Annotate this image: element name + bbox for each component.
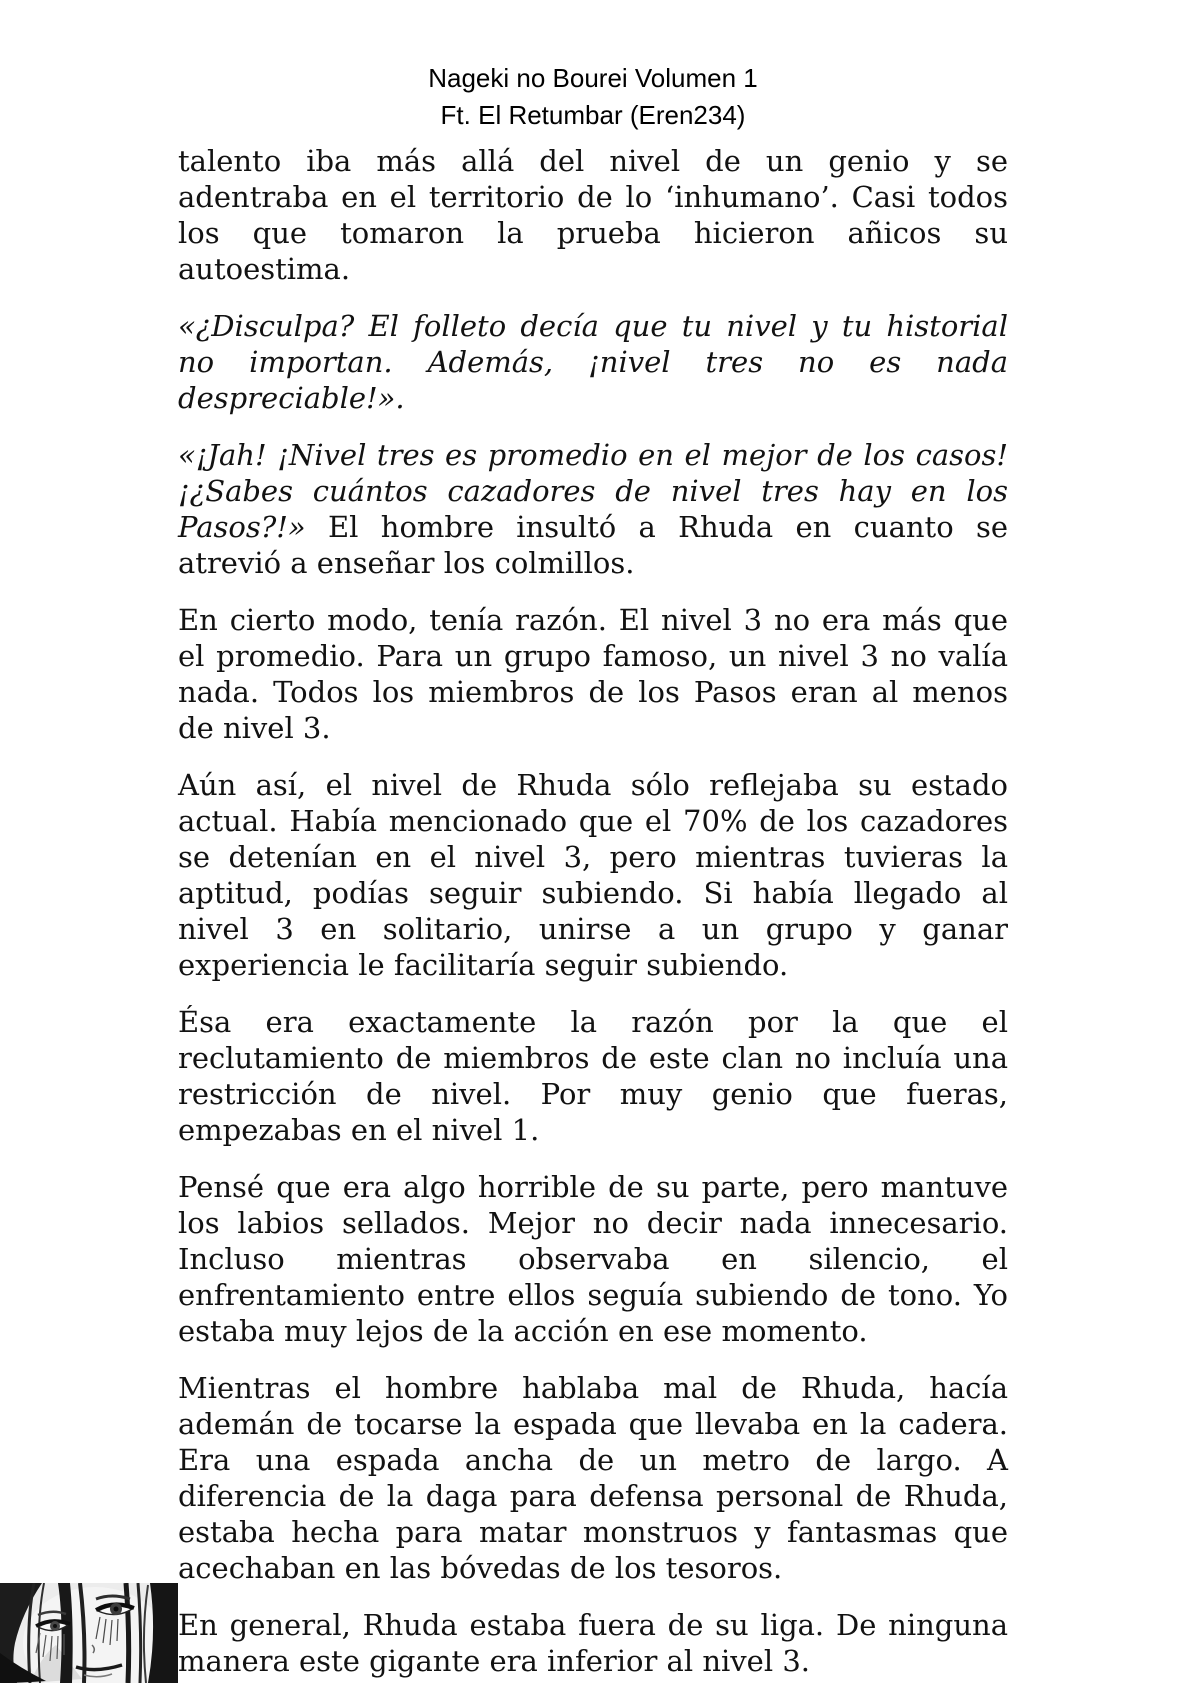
paragraph-9: En general, Rhuda estaba fuera de su liga. De ninguna manera este gigante era inferior al nivel 3. bbox=[178, 1608, 1008, 1678]
paragraph-1: talento iba más allá del nivel de un genio y se adentraba en el territorio de lo ‘inhumano’. Casi todos los que tomaron la prueba hicieron añicos su autoestima. bbox=[178, 144, 1008, 286]
paragraph-8: Mientras el hombre hablaba mal de Rhuda, hacía ademán de tocarse la espada que llevaba en la cadera. Era una espada ancha de un metro de largo. A diferencia de la daga para defensa personal de Rhuda, estaba hecha para matar monstruos y fantasmas que acechaban en las bóvedas de los tesoros. bbox=[178, 1371, 1008, 1585]
paragraph-4: En cierto modo, tenía razón. El nivel 3 no era más que el promedio. Para un grupo famoso, un nivel 3 no valía nada. Todos los miembros de los Pasos eran al menos de nivel 3. bbox=[178, 603, 1008, 745]
paragraph-3-narration-part: El hombre insultó a Rhuda en cuanto se atrevió a enseñar los colmillos. bbox=[178, 510, 1009, 580]
paragraph-3-mixed bbox=[178, 437, 1008, 581]
body-text bbox=[178, 143, 1008, 1679]
manga-face-image bbox=[0, 1583, 178, 1683]
paragraph-7: Pensé que era algo horrible de su parte, pero mantuve los labios sellados. Mejor no decir nada innecesario. Incluso mientras observaba en silencio, el enfrentamiento entre ellos seguía subiendo de tono. Yo estaba muy lejos de la acción en ese momento. bbox=[178, 1170, 1008, 1348]
page-header bbox=[178, 0, 1008, 134]
paragraph-6: Ésa era exactamente la razón por la que el reclutamiento de miembros de este clan no incluía una restricción de nivel. Por muy genio que fueras, empezabas en el nivel 1. bbox=[178, 1005, 1008, 1147]
paragraph-3-quote-part: «¡Jah! ¡Nivel tres es promedio en el mejor de los casos! ¡¿Sabes cuántos cazadores de nivel tres hay en los Pasos?!» bbox=[178, 438, 1008, 544]
manga-face-icon bbox=[0, 1583, 178, 1683]
paragraph-2-quote: «¿Disculpa? El folleto decía que tu nivel y tu historial no importan. Además, ¡nivel tres no es nada despreciable!». bbox=[178, 309, 1008, 415]
page-title: Nageki no Bourei Volumen 1 bbox=[428, 63, 758, 93]
page-subtitle: Ft. El Retumbar (Eren234) bbox=[440, 100, 746, 130]
paragraph-5: Aún así, el nivel de Rhuda sólo reflejaba su estado actual. Había mencionado que el 70% de los cazadores se detenían en el nivel 3, pero mientras tuvieras la aptitud, podías seguir subiendo. Si había llegado al nivel 3 en solitario, unirse a un grupo y ganar experiencia le facilitaría seguir subiendo. bbox=[178, 768, 1008, 982]
